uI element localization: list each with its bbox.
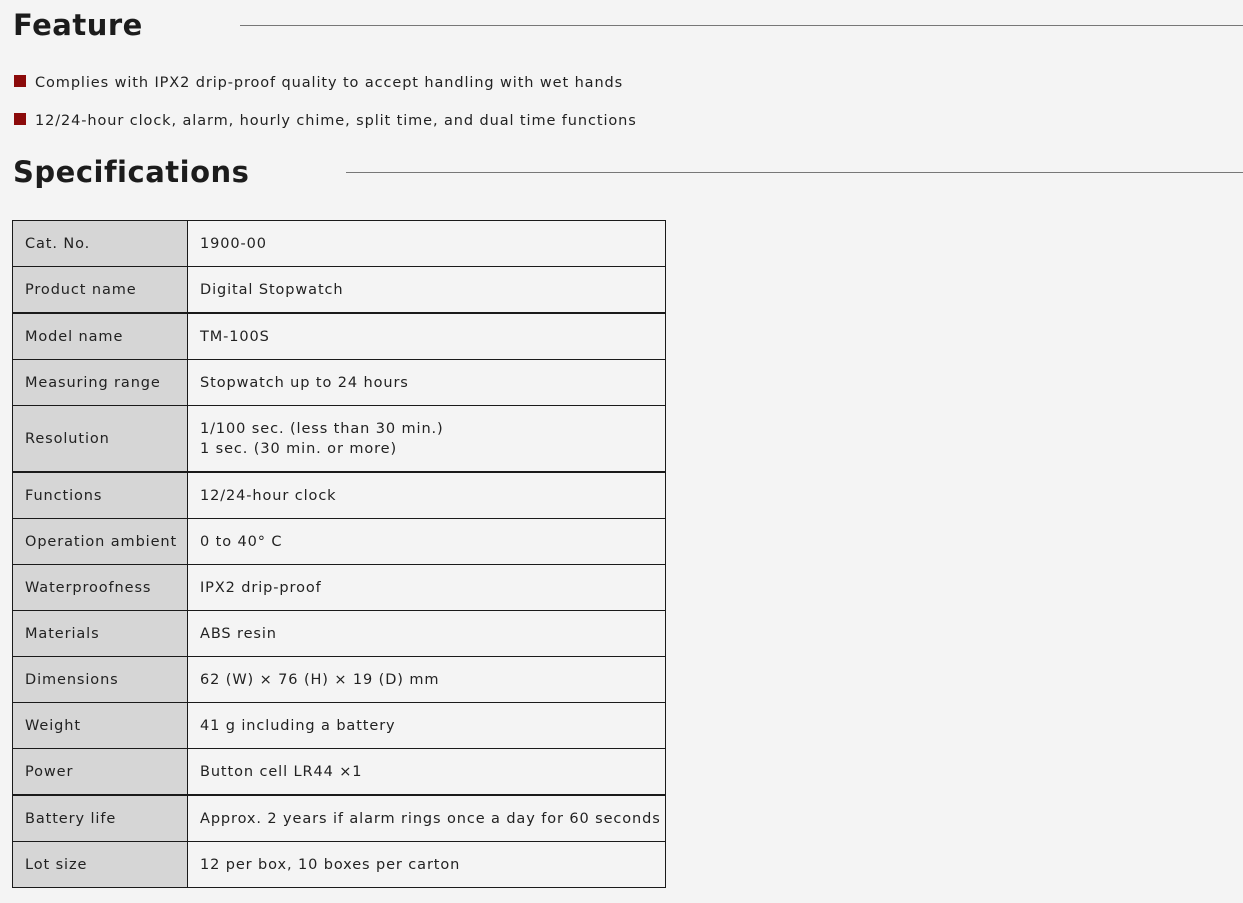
spec-value: 1900-00 xyxy=(188,221,666,267)
spec-label: Functions xyxy=(13,472,188,519)
spec-row-cat-no xyxy=(13,221,666,267)
spec-row-operation-ambient xyxy=(13,519,666,565)
square-bullet-icon xyxy=(14,75,26,87)
spec-value: IPX2 drip-proof xyxy=(188,565,666,611)
spec-label: Dimensions xyxy=(13,657,188,703)
feature-divider xyxy=(240,25,1243,26)
spec-row-materials xyxy=(13,611,666,657)
specifications-section-header xyxy=(13,155,1243,189)
spec-row-power xyxy=(13,749,666,796)
spec-row-functions xyxy=(13,472,666,519)
spec-label: Measuring range xyxy=(13,360,188,406)
spec-row-model-name xyxy=(13,313,666,360)
spec-row-product-name xyxy=(13,267,666,314)
spec-value: 12/24-hour clock xyxy=(188,472,666,519)
spec-value: 62 (W) × 76 (H) × 19 (D) mm xyxy=(188,657,666,703)
spec-row-battery-life xyxy=(13,795,666,842)
spec-value-line: 1 sec. (30 min. or more) xyxy=(200,440,398,457)
feature-item-text: Complies with IPX2 drip-proof quality to accept handling with wet hands xyxy=(35,74,624,91)
spec-row-weight xyxy=(13,703,666,749)
feature-title: Feature xyxy=(13,8,143,42)
spec-label: Materials xyxy=(13,611,188,657)
spec-value: 0 to 40° C xyxy=(188,519,666,565)
spec-value: 12 per box, 10 boxes per carton xyxy=(188,842,666,888)
spec-label: Lot size xyxy=(13,842,188,888)
spec-label: Operation ambient xyxy=(13,519,188,565)
spec-label: Cat. No. xyxy=(13,221,188,267)
spec-label: Weight xyxy=(13,703,188,749)
square-bullet-icon xyxy=(14,113,26,125)
spec-value: TM-100S xyxy=(188,313,666,360)
spec-value-line: 1/100 sec. (less than 30 min.) xyxy=(200,420,444,437)
spec-row-dimensions xyxy=(13,657,666,703)
spec-value: ABS resin xyxy=(188,611,666,657)
feature-item xyxy=(14,108,637,133)
spec-value xyxy=(188,406,666,473)
spec-value: 41 g including a battery xyxy=(188,703,666,749)
spec-label: Product name xyxy=(13,267,188,314)
spec-row-resolution xyxy=(13,406,666,473)
spec-value: Approx. 2 years if alarm rings once a day for 60 seconds xyxy=(188,795,666,842)
spec-row-lot-size xyxy=(13,842,666,888)
feature-item xyxy=(14,70,637,95)
spec-value: Button cell LR44 ×1 xyxy=(188,749,666,796)
spec-label: Waterproofness xyxy=(13,565,188,611)
spec-row-waterproofness xyxy=(13,565,666,611)
feature-list xyxy=(14,70,637,146)
specifications-table xyxy=(12,220,666,888)
specifications-divider xyxy=(346,172,1243,173)
spec-label: Resolution xyxy=(13,406,188,473)
feature-section-header xyxy=(13,8,1243,42)
spec-value: Digital Stopwatch xyxy=(188,267,666,314)
spec-label: Model name xyxy=(13,313,188,360)
spec-value: Stopwatch up to 24 hours xyxy=(188,360,666,406)
feature-item-text: 12/24-hour clock, alarm, hourly chime, split time, and dual time functions xyxy=(35,112,637,129)
specifications-title: Specifications xyxy=(13,155,250,189)
spec-row-measuring-range xyxy=(13,360,666,406)
spec-label: Battery life xyxy=(13,795,188,842)
spec-label: Power xyxy=(13,749,188,796)
